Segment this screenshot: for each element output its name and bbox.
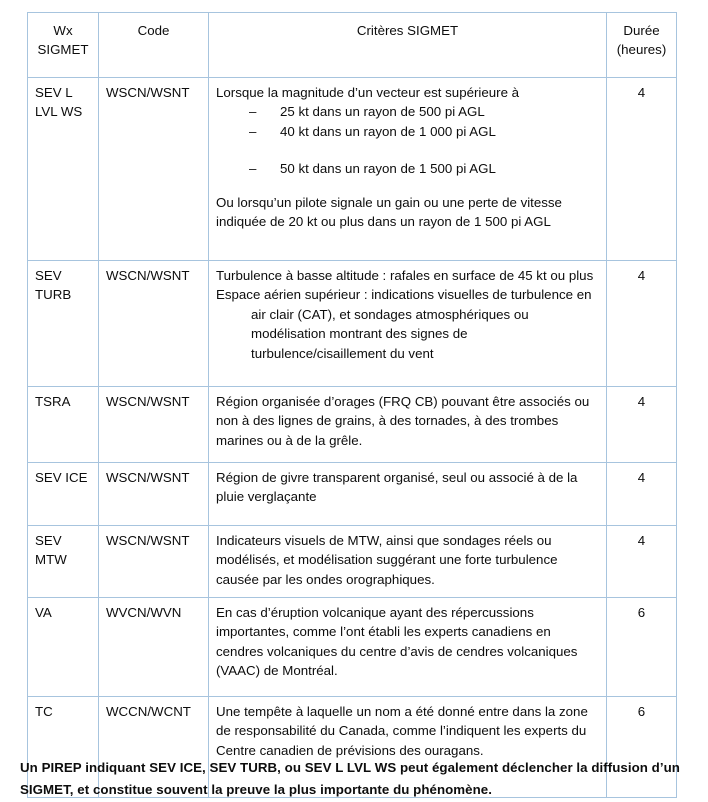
column-header-duree-line-1: Durée — [623, 23, 660, 38]
dash-bullet-icon: – — [249, 123, 257, 139]
cell-criteria: Région de givre transparent organisé, seul ou associé à de la pluie verglaçante — [209, 463, 607, 526]
cell-duration: 4 — [607, 261, 677, 387]
cell-duration: 4 — [607, 526, 677, 598]
table-row — [28, 387, 677, 463]
cell-code: WSCN/WSNT — [99, 78, 209, 261]
list-item — [216, 102, 599, 121]
wx-label-line: MTW — [35, 552, 67, 568]
cell-duration: 4 — [607, 463, 677, 526]
list-item-label: 40 kt dans un rayon de 1 000 pi AGL — [280, 123, 496, 139]
cell-criteria: En cas d’éruption volcanique ayant des répercussions importantes, comme l’ont établi les experts canadiens en cendres volcaniques du centre d’avis de cendres volcaniques (VAAC) de Montréal. — [209, 598, 607, 697]
column-header-code — [99, 13, 209, 78]
dash-bullet-icon: – — [249, 161, 257, 177]
wx-label-line: TC — [35, 704, 53, 719]
cell-code: WSCN/WSNT — [99, 387, 209, 463]
cell-criteria: Indicateurs visuels de MTW, ainsi que sondages réels ou modélisés, et modélisation suggérant une forte turbulence causée par les ondes orographiques. — [209, 526, 607, 598]
table-row — [28, 78, 677, 261]
criteria-paragraph: Espace aérien supérieur : indications visuelles de turbulence en air clair (CAT), et sondages atmosphériques ou modélisation montrant des signes de turbulence/cisaillement du vent — [216, 287, 592, 361]
wx-label-line: LVL WS — [35, 104, 83, 120]
cell-duration: 4 — [607, 387, 677, 463]
wx-label-line: SEV — [35, 533, 62, 548]
table-row — [28, 261, 677, 387]
cell-code: WSCN/WSNT — [99, 526, 209, 598]
wx-label-line: VA — [35, 605, 52, 620]
cell-code: WVCN/WVN — [99, 598, 209, 697]
cell-wx-sigmet — [28, 463, 99, 526]
cell-criteria: Région organisée d’orages (FRQ CB) pouvant être associés ou non à des lignes de grains, à des tornades, à des trombes marines ou à de la grêle. — [209, 387, 607, 463]
column-header-criteres-sigmet-line-1: Critères SIGMET — [356, 23, 459, 38]
criteria-paragraph: Turbulence à basse altitude : rafales en surface de 45 kt ou plus — [216, 268, 594, 283]
table-row — [28, 463, 677, 526]
cell-wx-sigmet — [28, 261, 99, 387]
wx-label-line: SEV ICE — [35, 470, 88, 485]
table-row — [28, 598, 677, 697]
column-header-duree-line-2: (heures) — [616, 42, 667, 58]
wx-label-line: SEV L — [35, 85, 73, 100]
table-header — [28, 13, 677, 78]
cell-wx-sigmet — [28, 78, 99, 261]
dash-bullet-icon: – — [249, 104, 257, 120]
table-row — [28, 526, 677, 598]
wx-label-line: SEV — [35, 268, 62, 283]
cell-code: WSCN/WSNT — [99, 463, 209, 526]
list-item — [216, 122, 599, 141]
cell-duration: 4 — [607, 78, 677, 261]
criteria-bullet-list — [216, 102, 599, 178]
table-footnote: Un PIREP indiquant SEV ICE, SEV TURB, ou SEV L LVL WS peut également déclencher la diffusion d’un SIGMET, et constitue souvent la preuve la plus importante du phénomène. — [20, 760, 680, 797]
wx-label-line: TURB — [35, 287, 72, 303]
wx-label-line: TSRA — [35, 394, 71, 409]
cell-duration: 6 — [607, 598, 677, 697]
column-header-wx-sigmet — [28, 13, 99, 78]
cell-criteria — [209, 261, 607, 387]
list-item-label: 50 kt dans un rayon de 1 500 pi AGL — [280, 161, 496, 177]
list-item-label: 25 kt dans un rayon de 500 pi AGL — [280, 104, 485, 120]
list-item — [216, 159, 599, 178]
cell-duration: 6 — [607, 697, 677, 798]
table-header-row — [28, 13, 677, 78]
cell-wx-sigmet — [28, 598, 99, 697]
cell-wx-sigmet — [28, 387, 99, 463]
criteria-tail-text: Ou lorsqu’un pilote signale un gain ou une perte de vitesse indiquée de 20 kt ou plus dans un rayon de 1 500 pi AGL — [216, 194, 562, 230]
column-header-code-line-1: Code — [137, 23, 170, 38]
column-header-duree — [607, 13, 677, 78]
cell-code: WSCN/WSNT — [99, 261, 209, 387]
column-header-wx-sigmet-line-2: SIGMET — [37, 42, 89, 58]
table-body — [28, 78, 677, 798]
column-header-wx-sigmet-line-1: Wx — [53, 23, 73, 38]
cell-criteria — [209, 78, 607, 261]
sigmet-criteria-table — [27, 12, 677, 798]
criteria-lead-text: Lorsque la magnitude d’un vecteur est supérieure à — [216, 85, 520, 100]
cell-code: WCCN/WCNT — [99, 697, 209, 798]
column-header-criteres-sigmet — [209, 13, 607, 78]
cell-criteria: Une tempête à laquelle un nom a été donné entre dans la zone de responsabilité du Canada, comme l’indiquent les experts du Centre canadien de prévisions des ouragans. — [209, 697, 607, 798]
cell-wx-sigmet — [28, 526, 99, 598]
